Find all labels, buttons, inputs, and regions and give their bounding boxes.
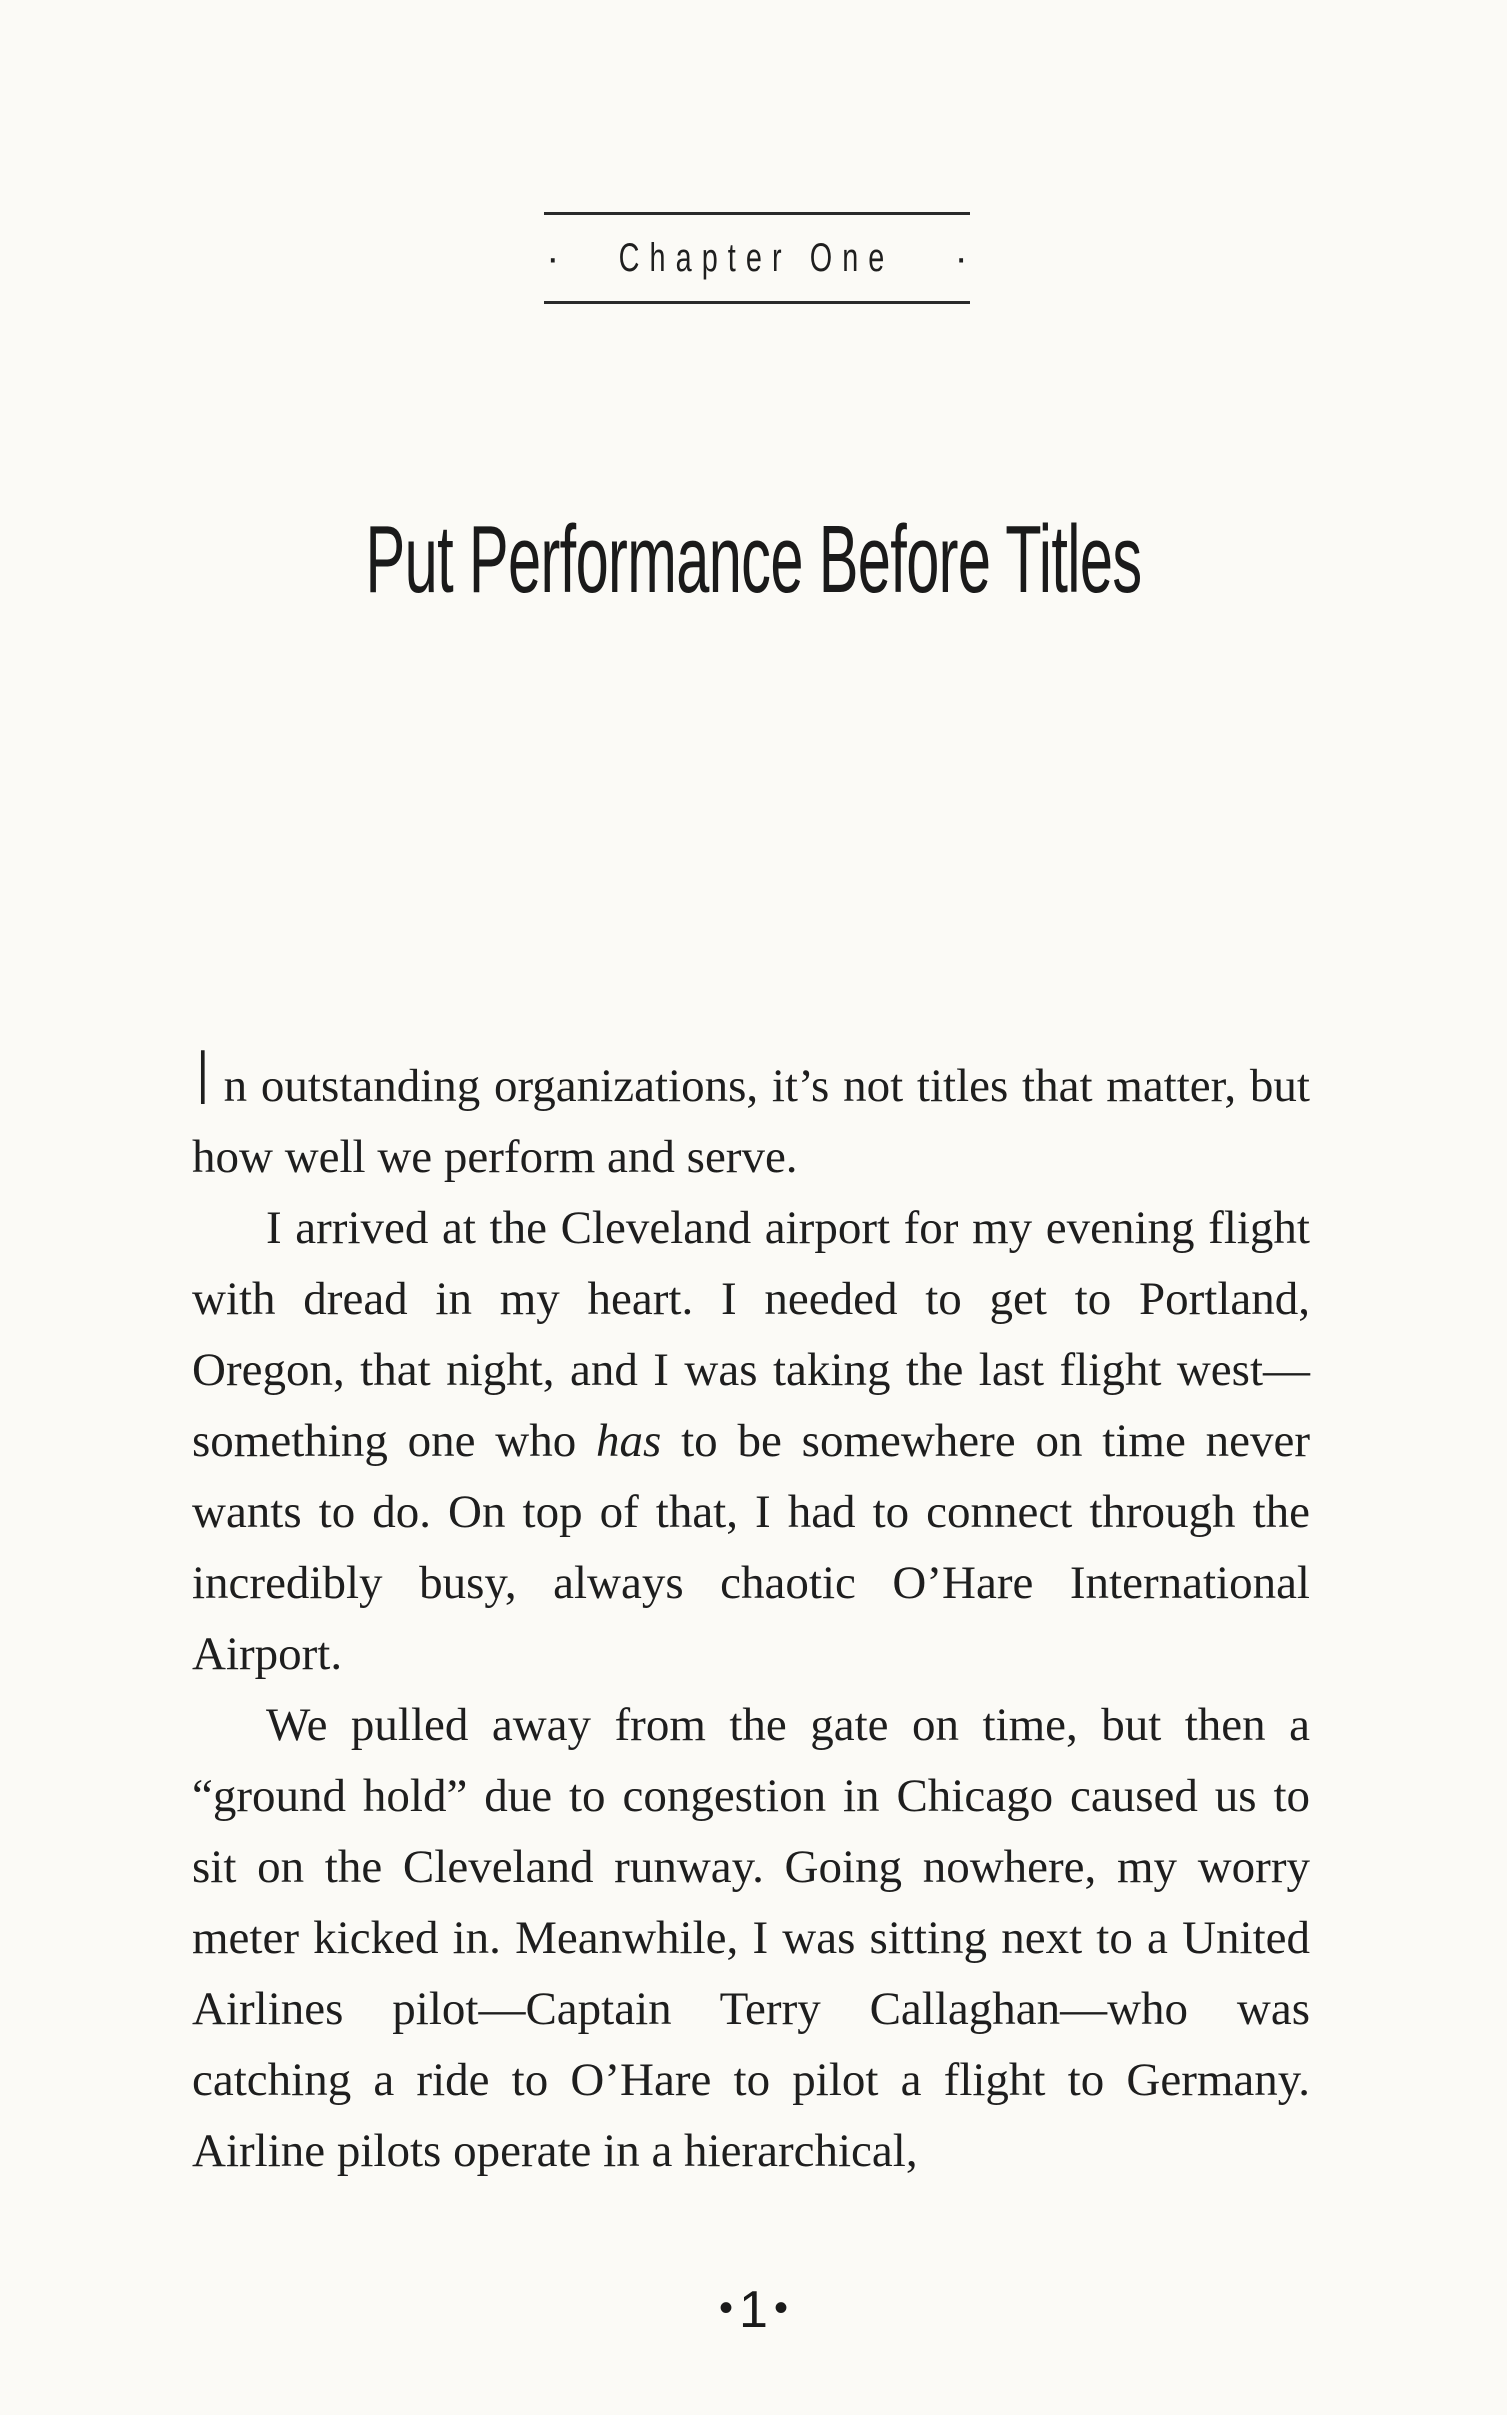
folio-bullet-right: • [773,2286,788,2330]
paragraph-3-text: We pulled away from the gate on time, but then a “ground hold” due to congestion in Chicago caused us to sit on the Cleveland runway. Going nowhere, my worry meter kicked in. Meanwhile, I was sitting next to a United Airlines pilot—Captain Terry Callaghan—who was catching a ride to O’Hare to pilot a flight to Germany. Airline pilots operate in a hierarchical, [192,1699,1310,2177]
heading-bullet-left: · [546,235,560,280]
chapter-label: Chapter One [619,235,895,280]
page-number [0,2280,1507,2340]
folio-bullet-left: • [719,2286,734,2330]
body-text [192,1033,1310,2187]
page-number-value: 1 [739,2281,768,2339]
paragraph-3 [192,1690,1310,2187]
paragraph-2 [192,1193,1310,1690]
drop-cap: I [197,1033,209,1121]
chapter-heading [544,212,970,304]
emphasis-has: has [596,1415,662,1467]
chapter-title: Put Performance Before Titles [365,506,1142,613]
heading-bullet-right: · [954,235,968,280]
paragraph-1-text: n outstanding organizations, it’s not titles that matter, but how well we perform and serve. [192,1060,1310,1183]
paragraph-1 [192,1033,1310,1193]
paragraph-2-text-a: I arrived at the Cleveland airport for my evening flight with dread in my heart. I needed to get to Portland, Oregon, that night, and I was taking the last flight west—something one who [192,1202,1310,1467]
paragraph-2-text-b: to be somewhere on time never wants to do. On top of that, I had to connect through the incredibly busy, always chaotic O’Hare International Airport. [192,1415,1310,1680]
